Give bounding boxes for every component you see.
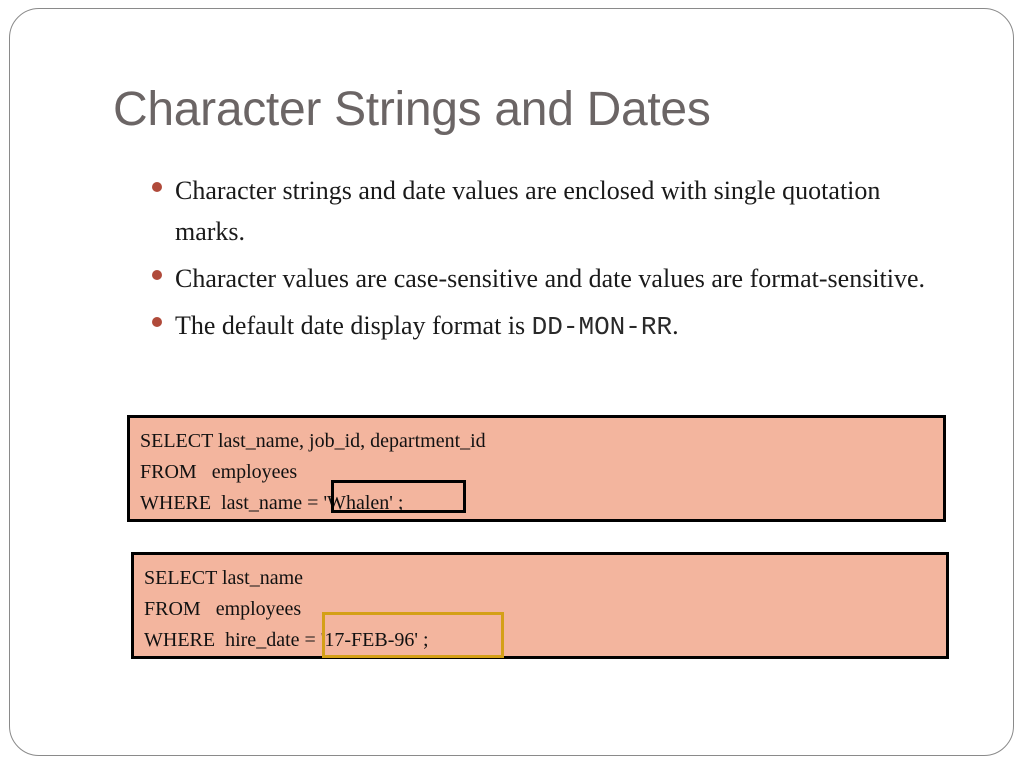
code-line: SELECT last_name — [144, 567, 304, 589]
highlight-box-whalen — [331, 480, 466, 513]
bullet-item — [150, 258, 950, 299]
bullet-text: Character strings and date values are enclosed with single quotation marks. — [175, 176, 881, 246]
bullet-item — [150, 305, 950, 348]
bullet-item — [150, 170, 950, 252]
highlight-box-hire-date — [322, 612, 504, 658]
bullet-icon — [152, 270, 162, 280]
bullet-icon — [152, 182, 162, 192]
bullet-text-end: . — [672, 311, 679, 340]
code-line: WHERE hire_date = '17-FEB-96' ; — [144, 629, 429, 651]
slide-title: Character Strings and Dates — [113, 83, 711, 136]
code-line: WHERE last_name = 'Whalen' ; — [140, 492, 404, 514]
date-format-code: DD-MON-RR — [531, 312, 673, 342]
bullet-text: Character values are case-sensitive and date values are format-sensitive. — [175, 264, 926, 293]
sql-example-1 — [127, 415, 946, 522]
code-line: FROM employees — [140, 461, 298, 483]
sql-example-2 — [131, 552, 949, 659]
bullet-list — [150, 170, 950, 354]
code-line: SELECT last_name, job_id, department_id — [140, 430, 486, 452]
bullet-icon — [152, 317, 162, 327]
code-line: FROM employees — [144, 598, 302, 620]
bullet-text: The default date display format is — [175, 311, 532, 340]
